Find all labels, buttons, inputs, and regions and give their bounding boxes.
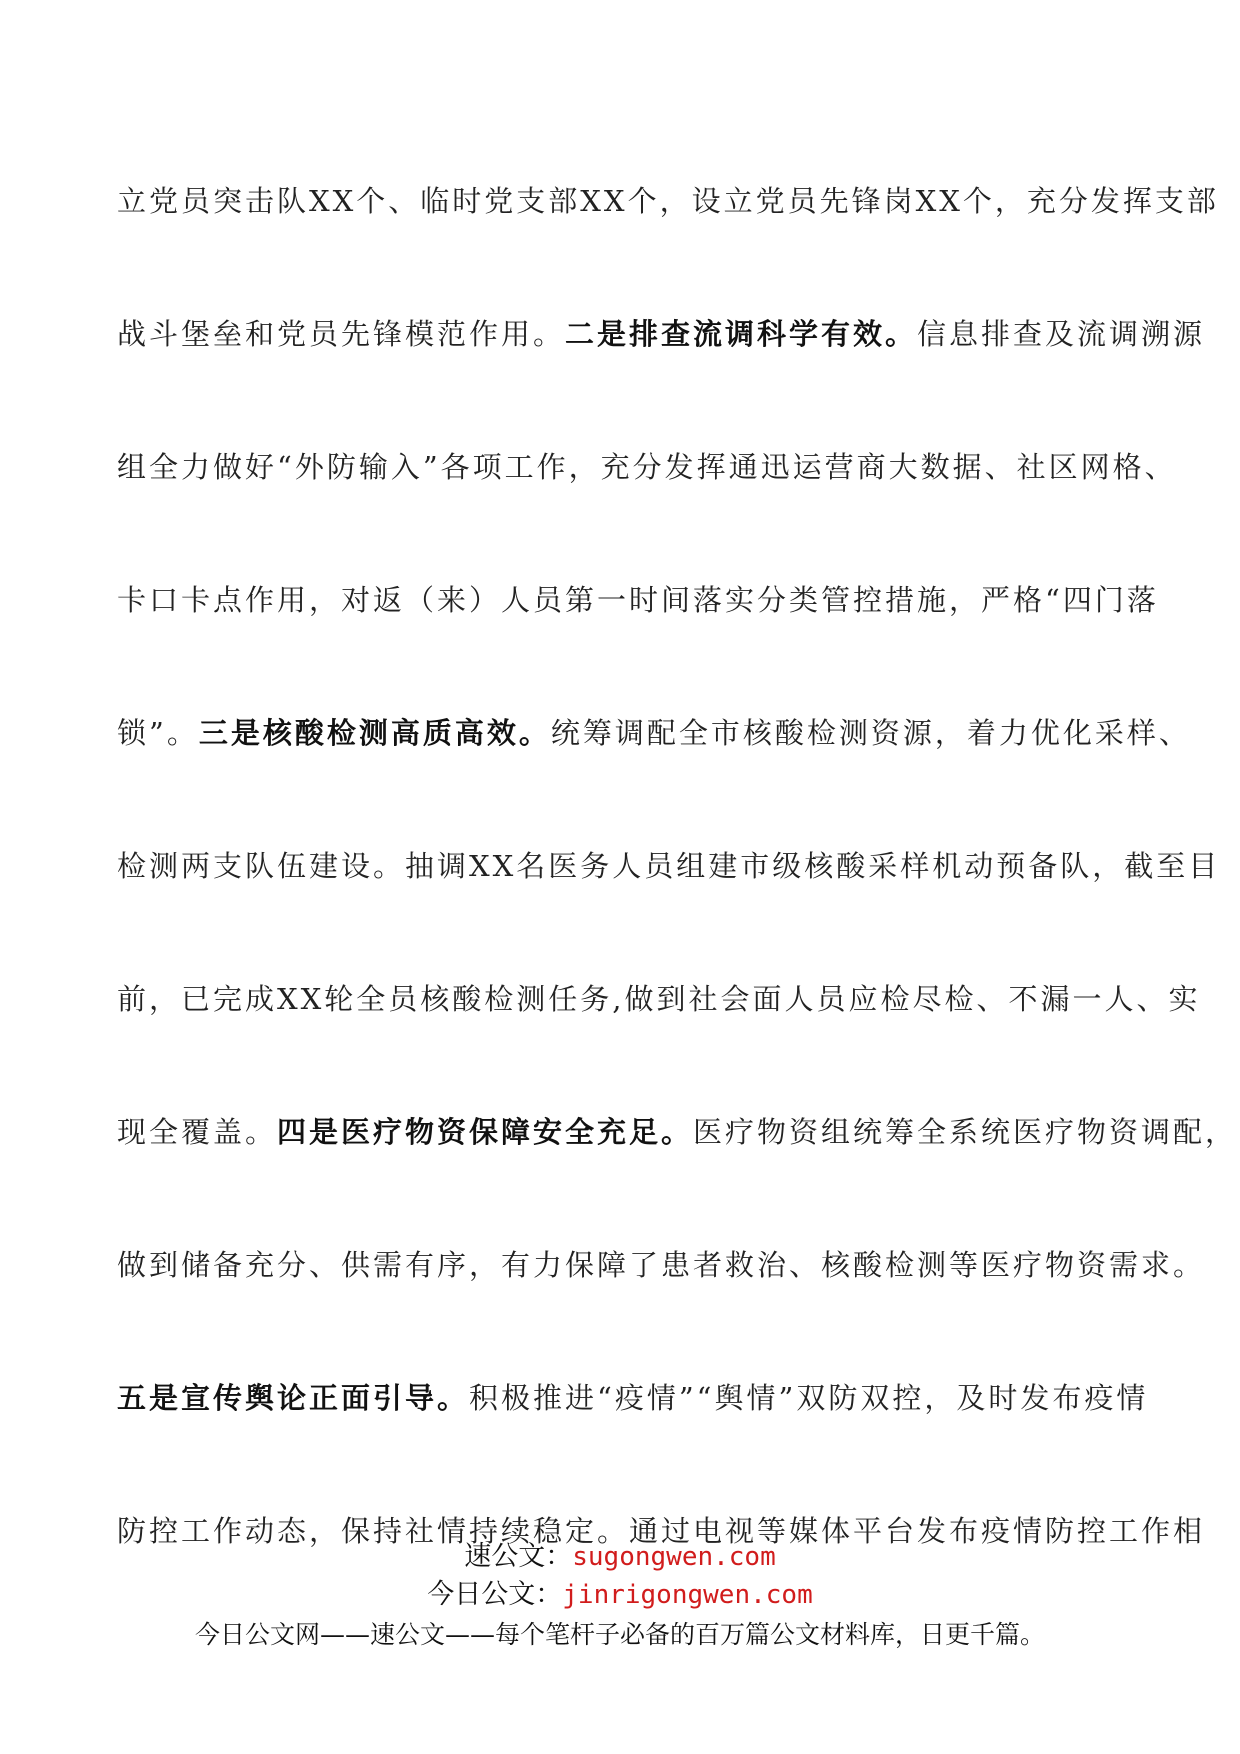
text-line-2 [117, 303, 1206, 436]
text-line-6 [117, 835, 1221, 968]
footer-tagline: 今日公文网——速公文——每个笔杆子必备的百万篇公文材料库，日更千篇。 [194, 1620, 1045, 1649]
section-heading-5: 五是宣传舆论正面引导。 [117, 1381, 470, 1415]
text-segment: 信息排查及流调溯源 [917, 317, 1206, 351]
section-heading-4: 四是医疗物资保障安全充足。 [277, 1115, 694, 1149]
footer-row-jinrigongwen [0, 1576, 1240, 1614]
text-segment: 积极推进“疫情”“舆情”双防双控，及时发布疫情 [469, 1381, 1149, 1415]
text-segment: 现全覆盖。 [117, 1115, 278, 1149]
text-line-5 [117, 702, 1191, 835]
text-line-7 [117, 968, 1201, 1101]
text-segment: 防控工作动态，保持社情持续稳定。通过电视等媒体平台发布疫情防控工作相 [117, 1514, 1206, 1548]
text-segment: 检测两支队伍建设。抽调XX名医务人员组建市级核酸采样机动预备队，截至目 [117, 849, 1221, 883]
text-segment: 卡口卡点作用，对返（来）人员第一时间落实分类管控措施，严格“四门落 [117, 583, 1159, 617]
text-segment: 立党员突击队XX个、临时党支部XX个，设立党员先锋岗XX个，充分发挥支部 [117, 184, 1219, 218]
jinrigongwen-link[interactable]: jinrigongwen.com [562, 1580, 813, 1610]
text-segment: 做到储备充分、供需有序，有力保障了患者救治、核酸检测等医疗物资需求。 [117, 1248, 1206, 1282]
text-segment: 统筹调配全市核酸检测资源，着力优化采样、 [550, 716, 1191, 750]
text-line-8 [117, 1101, 1238, 1234]
footer-row-sugongwen [0, 1538, 1240, 1576]
text-line-10 [117, 1367, 1149, 1500]
footer-label: 今日公文： [427, 1579, 563, 1610]
text-segment: 医疗物资组统筹全系统医疗物资调配， [693, 1115, 1238, 1149]
sugongwen-link[interactable]: sugongwen.com [572, 1542, 776, 1572]
watermark-footer [0, 1538, 1240, 1654]
text-line-9 [117, 1234, 1206, 1367]
footer-label: 速公文： [464, 1541, 573, 1572]
text-line-3 [117, 436, 1177, 569]
section-heading-3: 三是核酸检测高质高效。 [198, 716, 551, 750]
text-segment: 战斗堡垒和党员先锋模范作用。 [117, 317, 566, 351]
text-line-4 [117, 569, 1159, 702]
section-heading-2: 二是排查流调科学有效。 [565, 317, 918, 351]
text-segment: 锁”。 [117, 716, 199, 750]
text-segment: 前，已完成XX轮全员核酸检测任务,做到社会面人员应检尽检、不漏一人、实 [117, 982, 1201, 1016]
text-line-1 [117, 170, 1219, 303]
document-body [117, 170, 1238, 1633]
text-segment: 组全力做好“外防输入”各项工作，充分发挥通迅运营商大数据、社区网格、 [117, 450, 1177, 484]
